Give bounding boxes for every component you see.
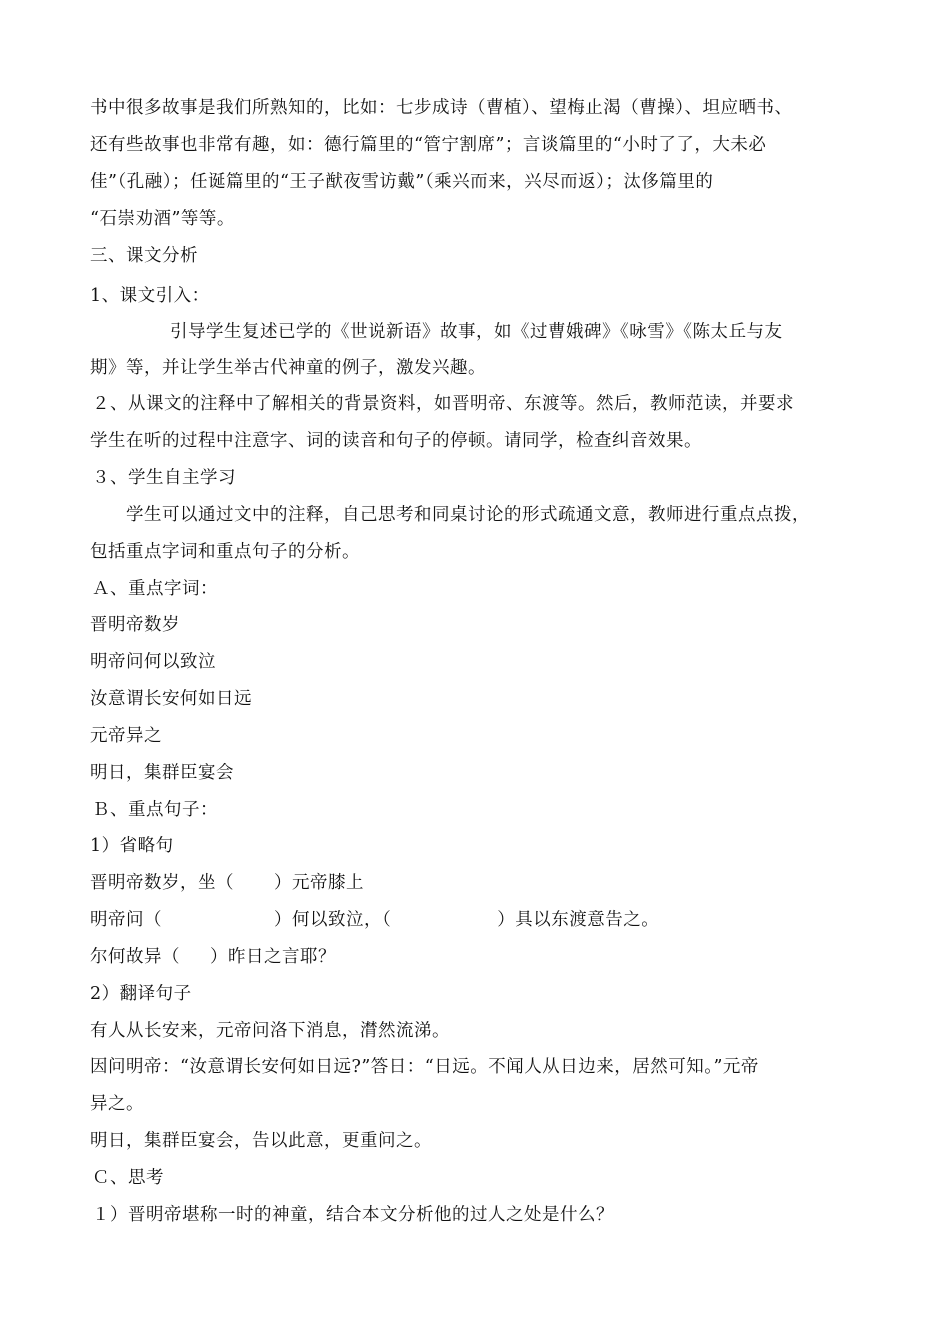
paragraph-line: 学生可以通过文中的注释，自己思考和同桌讨论的形式疏通文意，教师进行重点点拨， (126, 505, 810, 525)
fill-blank-text: 尔何故异（ (90, 947, 180, 967)
paragraph-line: 有人从长安来，元帝问洛下消息，潸然流涕。 (90, 1021, 450, 1041)
paragraph-line: 佳”（孔融）；任诞篇里的“王子猷夜雪访戴”（乘兴而来，兴尽而返）；汰侈篇里的 (90, 172, 714, 192)
subsection-heading: ３、学生自主学习 (92, 468, 236, 488)
paragraph-line: 因问明帝：“汝意谓长安何如日远?”答日：“日远。不闻人从日边来，居然可知。”元帝 (90, 1057, 759, 1077)
list-item: 元帝异之 (90, 726, 162, 746)
subsection-heading: Ｃ、思考 (92, 1168, 164, 1188)
paragraph-line: 明日，集群臣宴会，告以此意，更重问之。 (90, 1131, 432, 1151)
fill-blank-text: ）昨日之言耶？ (210, 947, 336, 967)
paragraph-line: ２、从课文的注释中了解相关的背景资料，如晋明帝、东渡等。然后，教师范读，并要求 (92, 394, 794, 414)
fill-blank-text: ）具以东渡意告之。 (497, 910, 660, 930)
paragraph-line: 还有些故事也非常有趣，如：德行篇里的“管宁割席”；言谈篇里的“小时了了，大未必 (90, 135, 767, 155)
section-heading: 三、课文分析 (90, 246, 198, 266)
fill-blank-text: 明帝问（ (90, 910, 162, 930)
question-line: １）晋明帝堪称一时的神童，结合本文分析他的过人之处是什么？ (92, 1205, 614, 1225)
list-item: 明帝问何以致泣 (90, 652, 216, 672)
list-item: 晋明帝数岁 (90, 615, 180, 635)
fill-blank-line (90, 908, 659, 932)
paragraph-line: 异之。 (90, 1094, 144, 1114)
fill-blank-line (90, 871, 364, 895)
fill-blank-text: 晋明帝数岁，坐（ (90, 873, 234, 893)
subsection-heading: Ａ、重点字词： (92, 579, 218, 599)
subsection-heading: 2）翻译句子 (90, 984, 192, 1004)
subsection-heading: 1、课文引入： (90, 286, 210, 306)
paragraph-line: 学生在听的过程中注意字、词的读音和句子的停顿。请同学，检查纠音效果。 (90, 431, 702, 451)
list-item: 明日，集群臣宴会 (90, 763, 234, 783)
subsection-heading: Ｂ、重点句子： (92, 800, 218, 820)
list-item: 汝意谓长安何如日远 (90, 689, 252, 709)
fill-blank-text: ）何以致泣，（ (274, 910, 392, 930)
subsection-heading: 1）省略句 (90, 836, 174, 856)
paragraph-line: 引导学生复述已学的《世说新语》故事，如《过曹娥碑》《咏雪》《陈太丘与友 (170, 322, 783, 342)
paragraph-line: 包括重点字词和重点句子的分析。 (90, 542, 360, 562)
fill-blank-text: ）元帝膝上 (274, 873, 364, 893)
paragraph-line: “石崇劝酒”等等。 (90, 209, 235, 229)
fill-blank-line (90, 945, 336, 969)
paragraph-line: 期》等，并让学生举古代神童的例子，激发兴趣。 (90, 358, 486, 378)
paragraph-line: 书中很多故事是我们所熟知的，比如：七步成诗（曹植）、望梅止渴（曹操）、坦应晒书、 (90, 98, 793, 118)
